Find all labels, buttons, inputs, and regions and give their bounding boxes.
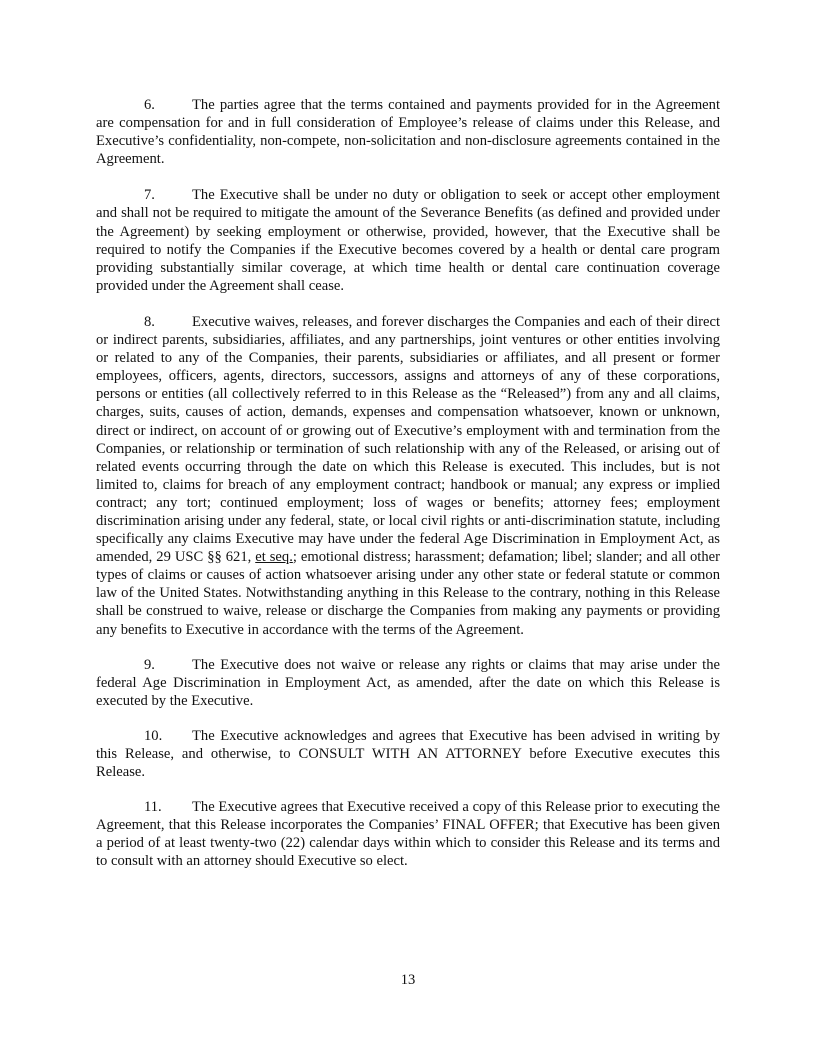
paragraph-text: The Executive agrees that Executive received a copy of this Release prior to executing the Agreement, that this Release incorporates the Companies’ FINAL OFFER; that Executive has been given a period of at least twenty-two (22) calendar days within which to consider this Release and its terms and to consult with an attorney should Executive so elect.	[96, 799, 720, 870]
paragraph-number: 6.	[144, 97, 155, 113]
paragraph-number: 11.	[144, 799, 162, 816]
paragraph-text: The parties agree that the terms contained and payments provided for in the Agreement are compensation for and in full consideration of Employee’s release of claims under this Release, and Executive’s confidentiality, non-compete, non-solicitation and non-disclosure agreements contained in the Agreement.	[96, 97, 720, 168]
paragraph-number: 9.	[144, 656, 155, 673]
paragraph-text: Executive waives, releases, and forever discharges the Companies and each of their direct or indirect parents, subsidiaries, affiliates, and any partnerships, joint ventures or other entities involving or related to any of the Companies, their parents, subsidiaries or affiliates, and all present or former employees, officers, agents, directors, successors, assigns and attorneys of any of these corporations, persons or entities (all collectively referred to in this Release as the “Released”) from any and all claims, charges, suits, causes of action, demands, expenses and compensation whatsoever, known or unknown, direct or indirect, on account of or growing out of Executive’s employment with and termination from the Companies, or relationship or termination of such relationship with any of the Released, or arising out of related events occurring through the date on which this Release is executed. This includes, but is not limited to, claims for breach of any employment contract; handbook or manual; any express or implied contract; any tort; continued employment; loss of wages or benefits; attorney fees; employment discrimination arising under any federal, state, or local civil rights or anti-discrimination statute, including specifically any claims Executive may have under the federal Age Discrimination in Employment Act, as amended, 29 USC §§ 621,	[96, 313, 720, 566]
underlined-citation: et seq.	[255, 549, 293, 566]
paragraph-11	[96, 798, 720, 870]
paragraph-8	[96, 313, 720, 639]
paragraph-number: 8.	[144, 313, 155, 330]
document-page	[96, 96, 720, 888]
paragraph-text: The Executive acknowledges and agrees that Executive has been advised in writing by this Release, and otherwise, to CONSULT WITH AN ATTORNEY before Executive executes this Release.	[96, 727, 720, 781]
paragraph-number: 10.	[144, 727, 163, 744]
paragraph-6	[96, 96, 720, 168]
paragraph-10	[96, 727, 720, 781]
paragraph-text: The Executive does not waive or release any rights or claims that may arise under the federal Age Discrimination in Employment Act, as amended, after the date on which this Release is executed by the Executive.	[96, 656, 720, 709]
paragraph-9	[96, 656, 720, 710]
paragraph-7	[96, 186, 720, 295]
page-number: 13	[400, 972, 416, 988]
paragraph-text-continued: ; emotional distress; harassment; defamation; libel; slander; and all other types of claims or causes of action whatsoever arising under any other state or federal statute or common law of the United States. Notwithstanding anything in this Release to the contrary, nothing in this Release shall be construed to waive, release or discharge the Companies from making any payments or providing any benefits to Executive in accordance with the terms of the Agreement.	[96, 549, 720, 638]
paragraph-text: The Executive shall be under no duty or obligation to seek or accept other employment and shall not be required to mitigate the amount of the Severance Benefits (as defined and provided under the Agreement) by seeking employment or otherwise, provided, however, that the Executive shall be required to notify the Companies if the Executive becomes covered by a health or dental care program providing substantially similar coverage, at which time health or dental care continuation coverage provided under the Agreement shall cease.	[96, 187, 720, 294]
paragraph-number: 7.	[144, 187, 155, 204]
